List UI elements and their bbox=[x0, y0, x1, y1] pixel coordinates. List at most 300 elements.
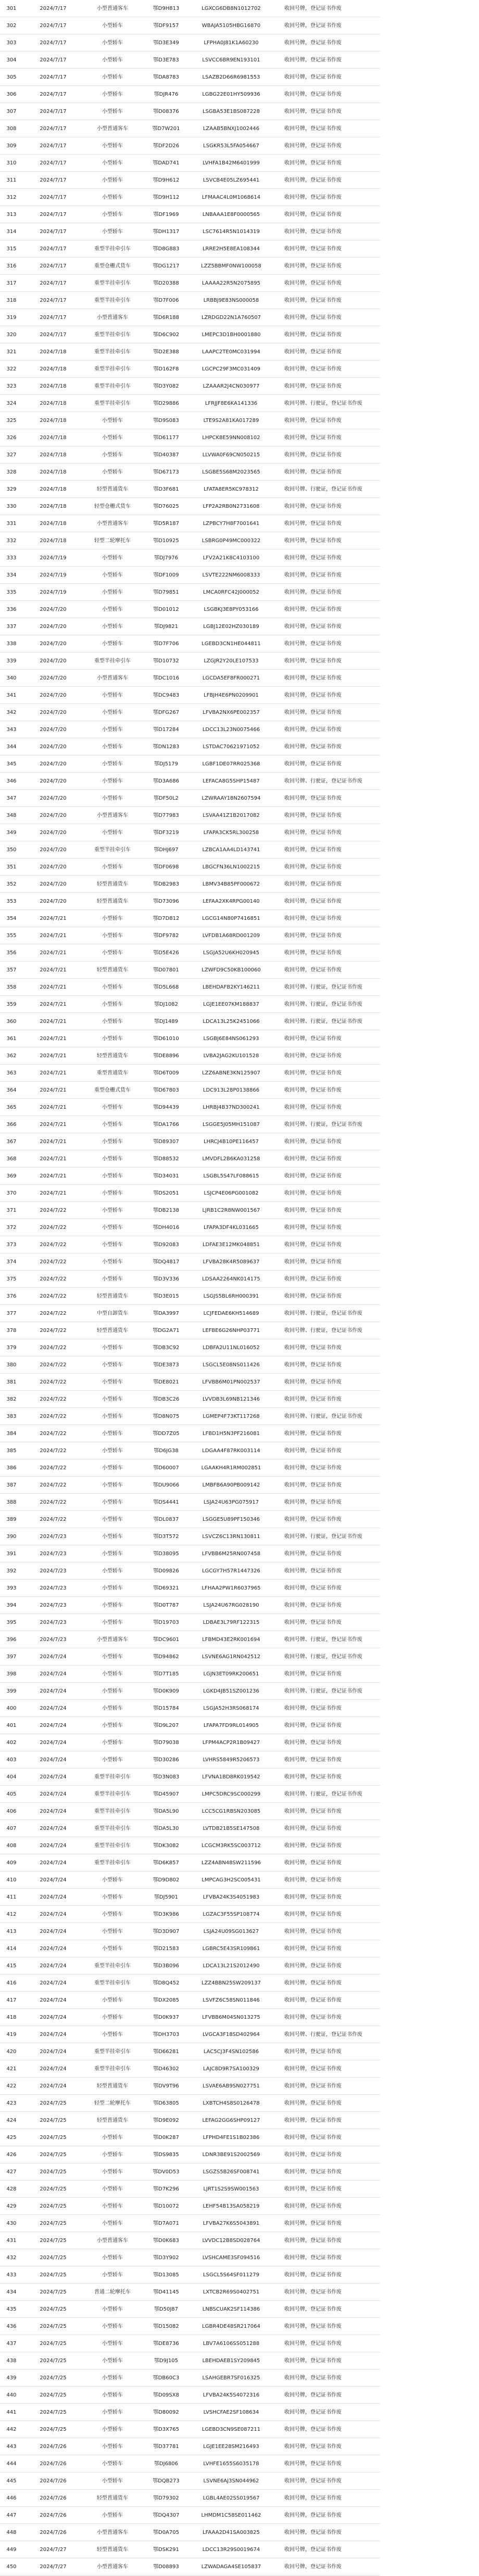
cell-plate: 鄂D79302 bbox=[153, 2495, 179, 2501]
cell-plate: 鄂D0K683 bbox=[153, 2237, 179, 2244]
cell-status: 收回号牌，登记证书作废 bbox=[284, 1705, 342, 1711]
cell-index: 403 bbox=[6, 1757, 17, 1763]
cell-vehicle-type: 小型轿车 bbox=[102, 692, 123, 698]
cell-status: 收回号牌，登记证书作废 bbox=[284, 1757, 342, 1763]
table-row bbox=[0, 1940, 380, 1957]
cell-vehicle-type: 小型普通客车 bbox=[97, 2237, 128, 2244]
cell-vehicle-type: 小型轿车 bbox=[102, 1259, 123, 1265]
table-row bbox=[0, 2335, 380, 2352]
cell-vin: LEFAG2GG6SHP09127 bbox=[202, 2117, 260, 2123]
cell-plate: 鄂D0K909 bbox=[153, 1688, 179, 1694]
table-row bbox=[0, 1494, 380, 1511]
cell-date: 2024/7/20 bbox=[40, 675, 67, 681]
cell-status: 收回号牌，登记证书作废 bbox=[284, 74, 342, 80]
cell-index: 370 bbox=[6, 1190, 17, 1196]
cell-vehicle-type: 小型轿车 bbox=[102, 1928, 123, 1934]
cell-index: 376 bbox=[6, 1293, 17, 1299]
cell-index: 372 bbox=[6, 1224, 17, 1231]
cell-index: 315 bbox=[6, 246, 17, 252]
table-row bbox=[0, 1906, 380, 1923]
cell-vehicle-type: 小型轿车 bbox=[102, 1104, 123, 1110]
cell-vin: LSAZB2D66R6981553 bbox=[202, 74, 260, 80]
cell-date: 2024/7/18 bbox=[40, 349, 67, 355]
cell-index: 346 bbox=[6, 778, 17, 784]
cell-vin: LSGCL5S64SF011279 bbox=[203, 2272, 259, 2278]
cell-status: 收回号牌，登记证书作废 bbox=[284, 1379, 342, 1385]
cell-index: 320 bbox=[6, 331, 17, 338]
cell-vehicle-type: 重型半挂牵引车 bbox=[94, 1825, 131, 1831]
table-row bbox=[0, 858, 380, 876]
cell-date: 2024/7/22 bbox=[40, 1241, 67, 1248]
cell-status: 收回号牌、行驶证，登记证书作废 bbox=[284, 1636, 362, 1643]
cell-date: 2024/7/17 bbox=[40, 5, 67, 11]
cell-date: 2024/7/20 bbox=[40, 778, 67, 784]
cell-plate: 鄂D5L668 bbox=[153, 984, 179, 990]
table-row bbox=[0, 120, 380, 137]
cell-vin: LSJCP4E06PG001082 bbox=[204, 1190, 259, 1196]
cell-vin: LZWFD9C50KB100060 bbox=[201, 967, 261, 973]
table-row bbox=[0, 2455, 380, 2472]
cell-index: 313 bbox=[6, 211, 17, 217]
cell-vehicle-type: 轻型普通货车 bbox=[97, 1327, 128, 1334]
cell-status: 收回号牌，登记证书作废 bbox=[284, 1739, 342, 1746]
cell-plate: 鄂DJ9821 bbox=[154, 623, 179, 630]
cell-plate: 鄂D79851 bbox=[153, 589, 179, 595]
cell-index: 394 bbox=[6, 1602, 17, 1608]
cell-vin: LFPM4ACP2R1B09427 bbox=[202, 1739, 260, 1746]
cell-date: 2024/7/25 bbox=[40, 2392, 67, 2398]
table-row bbox=[0, 515, 380, 532]
cell-index: 405 bbox=[6, 1791, 17, 1797]
cell-status: 收回号牌，登记证书作废 bbox=[284, 1774, 342, 1780]
cell-date: 2024/7/17 bbox=[40, 211, 67, 217]
cell-vin: LVSHCAME3SF094516 bbox=[202, 2254, 260, 2261]
cell-vin: LVSHCFAE2SF108634 bbox=[203, 2409, 259, 2415]
cell-date: 2024/7/18 bbox=[40, 469, 67, 475]
cell-vehicle-type: 重型半挂牵引车 bbox=[94, 1860, 131, 1866]
cell-vehicle-type: 重型半挂牵引车 bbox=[94, 1808, 131, 1814]
table-row bbox=[0, 2043, 380, 2060]
cell-vin: LFRJJF8E6KA141336 bbox=[205, 400, 258, 406]
table-row bbox=[0, 1734, 380, 1751]
cell-plate: 鄂D9S083 bbox=[153, 417, 179, 424]
cell-vin: LBMV34B85PF000672 bbox=[202, 881, 260, 887]
table-row bbox=[0, 2524, 380, 2541]
cell-date: 2024/7/21 bbox=[40, 1035, 67, 1042]
cell-status: 收回号牌，登记证书作废 bbox=[284, 932, 342, 939]
cell-status: 收回号牌，登记证书作废 bbox=[284, 469, 342, 475]
table-row bbox=[0, 1185, 380, 1202]
cell-index: 355 bbox=[6, 932, 17, 939]
cell-status: 收回号牌，登记证书作废 bbox=[284, 1241, 342, 1248]
cell-plate: 鄂D3F681 bbox=[153, 486, 179, 492]
cell-vehicle-type: 小型轿车 bbox=[102, 1739, 123, 1746]
cell-vin: LVVDC12B8SD028764 bbox=[202, 2237, 260, 2244]
cell-plate: 鄂DJ5179 bbox=[154, 761, 179, 767]
cell-plate: 鄂D7F006 bbox=[153, 297, 179, 303]
cell-plate: 鄂D60007 bbox=[153, 1465, 179, 1471]
table-row bbox=[0, 1116, 380, 1133]
cell-index: 357 bbox=[6, 967, 17, 973]
cell-plate: 鄂DH1317 bbox=[153, 228, 180, 235]
cell-plate: 鄂D6C902 bbox=[153, 331, 180, 338]
cell-status: 收回号牌，登记证书作废 bbox=[284, 1499, 342, 1505]
table-row bbox=[0, 361, 380, 378]
cell-date: 2024/7/24 bbox=[40, 1928, 67, 1934]
cell-plate: 鄂D10072 bbox=[153, 2203, 179, 2209]
table-row bbox=[0, 1356, 380, 1374]
cell-vehicle-type: 小型轿车 bbox=[102, 177, 123, 183]
cell-date: 2024/7/20 bbox=[40, 658, 67, 664]
cell-index: 308 bbox=[6, 125, 17, 132]
cell-date: 2024/7/24 bbox=[40, 1671, 67, 1677]
table-row bbox=[0, 1545, 380, 1562]
cell-status: 收回号牌，登记证书作废 bbox=[284, 606, 342, 612]
cell-plate: 鄂D6T009 bbox=[153, 1070, 179, 1076]
cell-status: 收回号牌，登记证书作废 bbox=[284, 1602, 342, 1608]
cell-vin: LBEHDAFB2KY146211 bbox=[202, 984, 260, 990]
cell-date: 2024/7/18 bbox=[40, 383, 67, 389]
cell-vin: LSC7614R5N1014319 bbox=[203, 228, 260, 235]
cell-vehicle-type: 小型轿车 bbox=[102, 160, 123, 166]
table-row bbox=[0, 1837, 380, 1854]
cell-index: 340 bbox=[6, 675, 17, 681]
cell-plate: 鄂DB3C26 bbox=[153, 1396, 180, 1402]
cell-plate: 鄂DL0837 bbox=[153, 1516, 179, 1522]
cell-index: 384 bbox=[6, 1430, 17, 1437]
cell-date: 2024/7/22 bbox=[40, 1276, 67, 1282]
cell-index: 358 bbox=[6, 984, 17, 990]
cell-date: 2024/7/26 bbox=[40, 2478, 67, 2484]
cell-date: 2024/7/22 bbox=[40, 1447, 67, 1454]
cell-index: 302 bbox=[6, 22, 17, 29]
cell-vehicle-type: 小型轿车 bbox=[102, 2134, 123, 2141]
cell-vin: LVTDB21B5SE147508 bbox=[203, 1825, 260, 1831]
table-row bbox=[0, 1665, 380, 1683]
cell-vehicle-type: 小型普通客车 bbox=[97, 520, 128, 527]
cell-vehicle-type: 小型轿车 bbox=[102, 2392, 123, 2398]
cell-index: 303 bbox=[6, 40, 17, 46]
cell-plate: 鄂D3B096 bbox=[153, 1963, 179, 1969]
cell-plate: 鄂D5R187 bbox=[153, 520, 180, 527]
cell-date: 2024/7/22 bbox=[40, 1465, 67, 1471]
cell-vehicle-type: 小型轿车 bbox=[102, 795, 123, 801]
cell-status: 收回号牌，登记证书作废 bbox=[284, 2254, 342, 2261]
cell-index: 398 bbox=[6, 1671, 17, 1677]
cell-index: 322 bbox=[6, 366, 17, 372]
cell-vin: LRBBJ9E83NS000058 bbox=[203, 297, 259, 303]
cell-vehicle-type: 轻型二轮摩托车 bbox=[94, 537, 131, 544]
cell-vin: LJRB1C2R8NW001567 bbox=[202, 1207, 260, 1213]
cell-date: 2024/7/20 bbox=[40, 726, 67, 733]
cell-date: 2024/7/22 bbox=[40, 1224, 67, 1231]
table-row bbox=[0, 1322, 380, 1339]
cell-index: 399 bbox=[6, 1688, 17, 1694]
cell-index: 309 bbox=[6, 143, 17, 149]
cell-status: 收回号牌，登记证书作废 bbox=[284, 623, 342, 630]
table-row bbox=[0, 1751, 380, 1768]
cell-plate: 鄂DH4016 bbox=[153, 1224, 180, 1231]
cell-status: 收回号牌，登记证书作废 bbox=[284, 331, 342, 338]
cell-date: 2024/7/25 bbox=[40, 2306, 67, 2312]
cell-plate: 鄂D9H813 bbox=[153, 5, 180, 11]
cell-status: 收回号牌，登记证书作废 bbox=[284, 1053, 342, 1059]
cell-vehicle-type: 小型轿车 bbox=[102, 1121, 123, 1127]
cell-index: 445 bbox=[6, 2478, 17, 2484]
cell-plate: 鄂D9L207 bbox=[153, 1722, 179, 1728]
cell-vin: LFBJH4E6PN0209901 bbox=[204, 692, 259, 698]
cell-vehicle-type: 小型轿车 bbox=[102, 1688, 123, 1694]
table-row bbox=[0, 2181, 380, 2198]
cell-vehicle-type: 小型轿车 bbox=[102, 1585, 123, 1591]
cell-vin: LFVBA24K5S4072316 bbox=[203, 2392, 260, 2398]
cell-vehicle-type: 小型轿车 bbox=[102, 417, 123, 424]
table-row bbox=[0, 2318, 380, 2335]
cell-status: 收回号牌，登记证书作废 bbox=[284, 2169, 342, 2175]
cell-index: 423 bbox=[6, 2100, 17, 2106]
cell-plate: 鄂DS2051 bbox=[153, 1190, 179, 1196]
cell-vin: LDCA13L25K2451066 bbox=[203, 1018, 260, 1024]
cell-status: 收回号牌，登记证书作废 bbox=[284, 1259, 342, 1265]
cell-status: 收回号牌，登记证书作废 bbox=[284, 726, 342, 733]
cell-date: 2024/7/20 bbox=[40, 864, 67, 870]
cell-plate: 鄂DQ4817 bbox=[153, 1259, 180, 1265]
table-row bbox=[0, 1047, 380, 1065]
cell-plate: 鄂DHJ697 bbox=[154, 847, 179, 853]
cell-index: 331 bbox=[6, 520, 17, 527]
cell-plate: 鄂D76025 bbox=[153, 503, 179, 509]
cell-vin: LHRCJ4B10PE116457 bbox=[204, 1138, 259, 1145]
table-row bbox=[0, 1219, 380, 1236]
table-row bbox=[0, 137, 380, 155]
cell-date: 2024/7/20 bbox=[40, 606, 67, 612]
cell-status: 收回号牌，登记证书作废 bbox=[284, 537, 342, 544]
table-row bbox=[0, 2284, 380, 2301]
cell-index: 436 bbox=[6, 2323, 17, 2329]
cell-index: 439 bbox=[6, 2375, 17, 2381]
cell-status: 收回号牌，登记证书作废 bbox=[284, 761, 342, 767]
cell-plate: 鄂DQ4307 bbox=[153, 2512, 180, 2518]
cell-plate: 鄂D79038 bbox=[153, 1739, 179, 1746]
cell-status: 收回号牌，登记证书作废 bbox=[284, 555, 342, 561]
cell-vin: LSTDAC70621971052 bbox=[203, 744, 260, 750]
cell-vehicle-type: 小型轿车 bbox=[102, 1396, 123, 1402]
cell-status: 收回号牌、行驶证，登记证书作废 bbox=[284, 1018, 362, 1024]
cell-date: 2024/7/22 bbox=[40, 1362, 67, 1368]
cell-date: 2024/7/20 bbox=[40, 847, 67, 853]
cell-vehicle-type: 小型轿车 bbox=[102, 1447, 123, 1454]
cell-status: 收回号牌，登记证书作废 bbox=[284, 2546, 342, 2553]
cell-vin: LXTCB2R69S0402751 bbox=[203, 2289, 260, 2295]
cell-index: 323 bbox=[6, 383, 17, 389]
cell-plate: 鄂D34031 bbox=[153, 1173, 179, 1179]
cell-vin: LFAAA2D41SA003825 bbox=[203, 2529, 260, 2535]
cell-date: 2024/7/24 bbox=[40, 1945, 67, 1952]
cell-index: 428 bbox=[6, 2186, 17, 2192]
cell-date: 2024/7/23 bbox=[40, 1636, 67, 1643]
cell-status: 收回号牌，登记证书作废 bbox=[284, 1430, 342, 1437]
cell-vin: LGEBD3CN1HE044811 bbox=[201, 640, 261, 647]
cell-index: 417 bbox=[6, 1997, 17, 2003]
cell-vehicle-type: 小型轿车 bbox=[102, 950, 123, 956]
cell-index: 395 bbox=[6, 1619, 17, 1625]
table-row bbox=[0, 1562, 380, 1580]
cell-plate: 鄂D9D802 bbox=[153, 1877, 180, 1883]
cell-plate: 鄂DE8896 bbox=[153, 1053, 179, 1059]
cell-vin: LFVBA2NX6PE002357 bbox=[203, 709, 260, 715]
cell-date: 2024/7/22 bbox=[40, 1379, 67, 1385]
cell-status: 收回号牌，登记证书作废 bbox=[284, 5, 342, 11]
cell-date: 2024/7/21 bbox=[40, 932, 67, 939]
cell-vehicle-type: 小型轿车 bbox=[102, 726, 123, 733]
cell-status: 收回号牌，登记证书作废 bbox=[284, 967, 342, 973]
cell-vin: LSGJS5BL6RH000391 bbox=[203, 1293, 259, 1299]
cell-date: 2024/7/26 bbox=[40, 2495, 67, 2501]
cell-vehicle-type: 轻型普通货车 bbox=[97, 898, 128, 904]
cell-vin: LGBR4DE48SR217064 bbox=[202, 2323, 260, 2329]
cell-index: 421 bbox=[6, 2066, 17, 2072]
cell-status: 收回号牌，登记证书作废 bbox=[284, 1963, 342, 1969]
cell-vin: LAC5CJ3F4SN102586 bbox=[203, 2048, 259, 2055]
cell-date: 2024/7/19 bbox=[40, 589, 67, 595]
cell-vin: LLVWA0F69CN050215 bbox=[202, 452, 260, 458]
cell-index: 306 bbox=[6, 91, 17, 97]
cell-vin: LGBRC5E43SR109861 bbox=[202, 1945, 260, 1952]
cell-index: 342 bbox=[6, 709, 17, 715]
cell-vin: LFVBA28K4R5089637 bbox=[203, 1259, 260, 1265]
cell-vehicle-type: 小型轿车 bbox=[102, 2357, 123, 2364]
cell-status: 收回号牌，登记证书作废 bbox=[284, 572, 342, 578]
cell-status: 收回号牌，登记证书作废 bbox=[284, 812, 342, 818]
cell-status: 收回号牌，登记证书作废 bbox=[284, 1980, 342, 1986]
cell-date: 2024/7/25 bbox=[40, 2203, 67, 2209]
cell-date: 2024/7/20 bbox=[40, 898, 67, 904]
table-row bbox=[0, 464, 380, 481]
cell-date: 2024/7/27 bbox=[40, 2564, 67, 2570]
cell-vin: LAAPC2TE0MC031994 bbox=[202, 349, 260, 355]
cell-plate: 鄂D50J87 bbox=[154, 2306, 179, 2312]
cell-date: 2024/7/21 bbox=[40, 1070, 67, 1076]
cell-vehicle-type: 重型半挂牵引车 bbox=[94, 349, 131, 355]
cell-vin: LSBRG0P49MC000322 bbox=[201, 537, 261, 544]
cell-vehicle-type: 小型轿车 bbox=[102, 74, 123, 80]
table-row bbox=[0, 2404, 380, 2421]
cell-vehicle-type: 小型轿车 bbox=[102, 194, 123, 200]
cell-vin: LGKD4JB51SZ001236 bbox=[203, 1688, 259, 1694]
cell-status: 收回号牌、行驶证，登记证书作废 bbox=[284, 778, 362, 784]
cell-date: 2024/7/20 bbox=[40, 623, 67, 630]
cell-index: 431 bbox=[6, 2237, 17, 2244]
cell-date: 2024/7/22 bbox=[40, 1482, 67, 1488]
cell-vin: LDNR3BE91S2002569 bbox=[202, 2151, 260, 2158]
cell-index: 310 bbox=[6, 160, 17, 166]
cell-index: 379 bbox=[6, 1344, 17, 1351]
cell-date: 2024/7/20 bbox=[40, 709, 67, 715]
cell-vin: LMBFB6A90PB009142 bbox=[202, 1482, 260, 1488]
table-row bbox=[0, 618, 380, 635]
cell-plate: 鄂DV9T96 bbox=[153, 2083, 179, 2089]
cell-vehicle-type: 小型轿车 bbox=[102, 2478, 123, 2484]
table-row bbox=[0, 773, 380, 790]
cell-status: 收回号牌，登记证书作废 bbox=[284, 246, 342, 252]
cell-date: 2024/7/17 bbox=[40, 125, 67, 132]
cell-status: 收回号牌，登记证书作废 bbox=[284, 314, 342, 321]
cell-date: 2024/7/17 bbox=[40, 22, 67, 29]
cell-index: 314 bbox=[6, 228, 17, 235]
cell-vin: LSGKR53L5FA054667 bbox=[203, 143, 259, 149]
cell-index: 381 bbox=[6, 1379, 17, 1385]
table-row bbox=[0, 1803, 380, 1820]
cell-plate: 鄂DJR476 bbox=[154, 91, 179, 97]
cell-vehicle-type: 小型轿车 bbox=[102, 606, 123, 612]
cell-plate: 鄂D77983 bbox=[153, 812, 179, 818]
cell-vin: LDBFA2U11NL016052 bbox=[203, 1344, 260, 1351]
cell-status: 收回号牌，登记证书作废 bbox=[284, 1447, 342, 1454]
cell-vehicle-type: 小型轿车 bbox=[102, 623, 123, 630]
cell-index: 301 bbox=[6, 5, 17, 11]
cell-plate: 鄂D5E426 bbox=[153, 950, 179, 956]
cell-index: 327 bbox=[6, 452, 17, 458]
cell-date: 2024/7/24 bbox=[40, 1963, 67, 1969]
cell-date: 2024/7/26 bbox=[40, 2443, 67, 2450]
cell-index: 440 bbox=[6, 2392, 17, 2398]
table-row bbox=[0, 223, 380, 240]
table-row bbox=[0, 309, 380, 326]
cell-plate: 鄂D8G883 bbox=[153, 246, 180, 252]
table-row bbox=[0, 944, 380, 962]
cell-index: 418 bbox=[6, 2014, 17, 2020]
cell-date: 2024/7/20 bbox=[40, 692, 67, 698]
cell-plate: 鄂DC9483 bbox=[153, 692, 180, 698]
cell-plate: 鄂D7A071 bbox=[153, 2220, 179, 2226]
cell-date: 2024/7/24 bbox=[40, 2083, 67, 2089]
cell-vin: LSGBE5S68M2023565 bbox=[202, 469, 260, 475]
cell-plate: 鄂DE8736 bbox=[153, 2340, 179, 2347]
table-row bbox=[0, 2507, 380, 2524]
cell-vin: LVGCA3F18SD402964 bbox=[203, 2031, 260, 2037]
cell-status: 收回号牌，登记证书作废 bbox=[284, 1894, 342, 1900]
cell-date: 2024/7/21 bbox=[40, 1138, 67, 1145]
cell-plate: 鄂D73096 bbox=[153, 898, 179, 904]
cell-status: 收回号牌，登记证书作废 bbox=[284, 2220, 342, 2226]
cell-status: 收回号牌，登记证书作废 bbox=[284, 709, 342, 715]
table-row bbox=[0, 1150, 380, 1168]
table-row bbox=[0, 2266, 380, 2284]
cell-date: 2024/7/24 bbox=[40, 1911, 67, 1917]
cell-vehicle-type: 小型普通客车 bbox=[97, 125, 128, 132]
cell-vin: LEFAA2XK4RPG00140 bbox=[203, 898, 260, 904]
cell-vin: LFV2A21K8C4103100 bbox=[203, 555, 260, 561]
cell-date: 2024/7/17 bbox=[40, 143, 67, 149]
cell-vehicle-type: 中型自卸货车 bbox=[97, 1310, 128, 1316]
cell-index: 444 bbox=[6, 2460, 17, 2467]
cell-status: 收回号牌，登记证书作废 bbox=[284, 1293, 342, 1299]
cell-vin: LMPCAG3H2SC005431 bbox=[201, 1877, 261, 1883]
cell-vehicle-type: 小型轿车 bbox=[102, 2460, 123, 2467]
table-row bbox=[0, 910, 380, 927]
table-row bbox=[0, 601, 380, 618]
cell-index: 364 bbox=[6, 1087, 17, 1093]
cell-plate: 鄂DB2138 bbox=[153, 1207, 179, 1213]
cell-index: 447 bbox=[6, 2512, 17, 2518]
cell-plate: 鄂D19703 bbox=[153, 1619, 179, 1625]
cell-vin: LSGBJ6E84NS061293 bbox=[203, 1035, 259, 1042]
cell-date: 2024/7/20 bbox=[40, 640, 67, 647]
cell-vin: LCJFEDAE6KH514689 bbox=[203, 1310, 259, 1316]
cell-date: 2024/7/25 bbox=[40, 2409, 67, 2415]
cell-status: 收回号牌，登记证书作废 bbox=[284, 2529, 342, 2535]
cell-status: 收回号牌，登记证书作废 bbox=[284, 452, 342, 458]
